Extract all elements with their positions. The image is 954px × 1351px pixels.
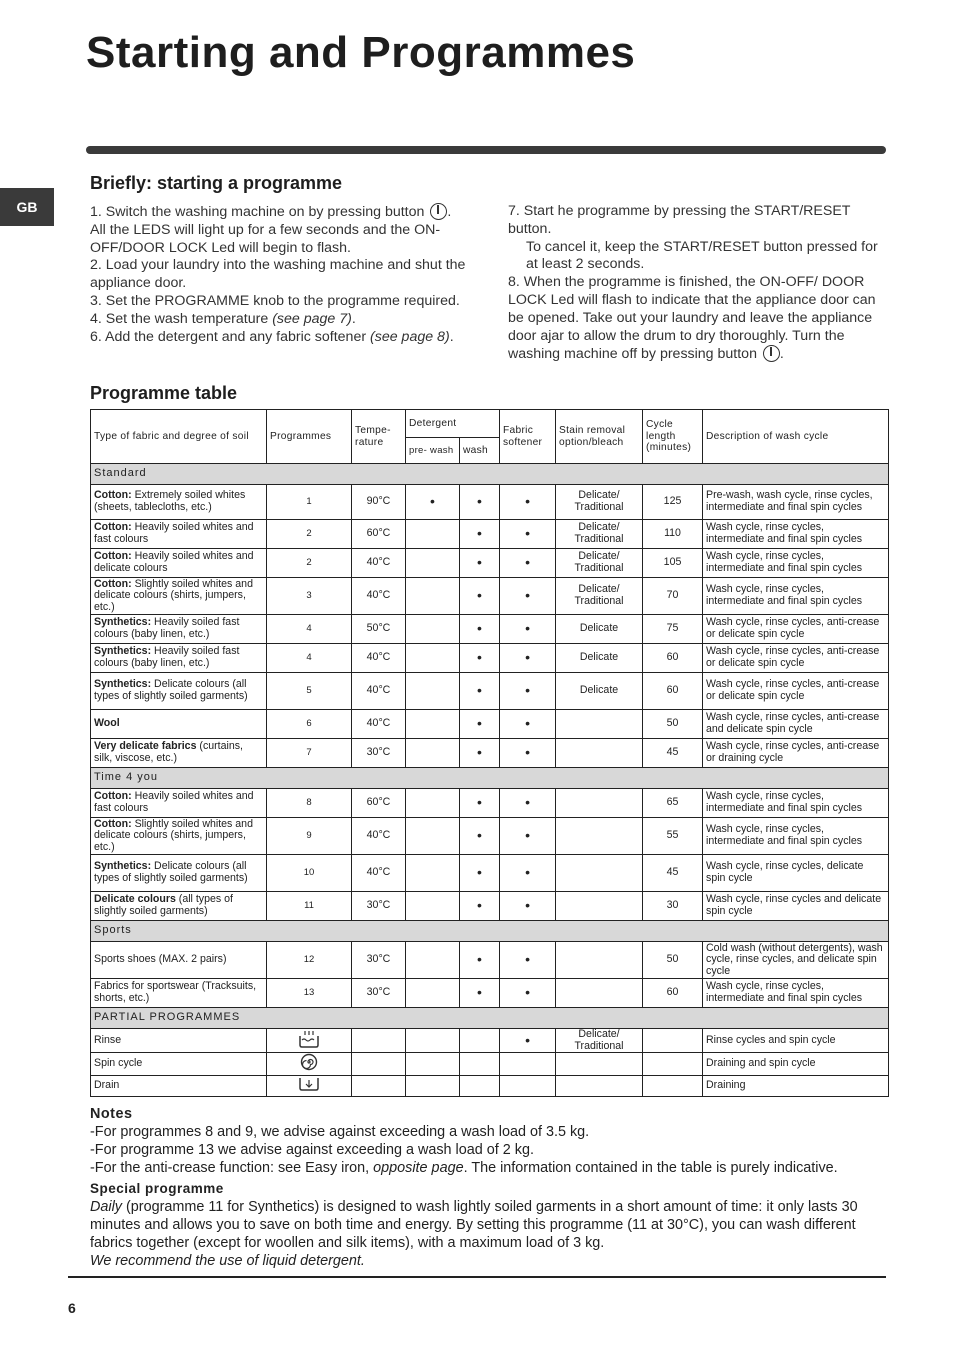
fabric-type-text: Heavily soiled whites and delicate colours <box>94 550 254 574</box>
wash-cell <box>460 1053 500 1076</box>
temperature-cell <box>352 1053 406 1076</box>
stain-removal-cell <box>556 942 643 979</box>
wash-cell: • <box>460 818 500 855</box>
fabric-type-text: (all types of slightly soiled garments) <box>94 893 233 917</box>
temperature-cell: 40°C <box>352 549 406 578</box>
programme-number-cell: 2 <box>267 549 352 578</box>
note-1: -For programmes 8 and 9, we advise against exceeding a wash load of 3.5 kg. <box>90 1124 590 1140</box>
fabric-type-text: Sports shoes (MAX. 2 pairs) <box>94 953 227 966</box>
prewash-cell <box>406 673 460 710</box>
cycle-length-cell <box>643 1053 703 1076</box>
fabric-type-cell <box>91 549 267 578</box>
fabric-type-text: Delicate colours (all types of slightly soiled garments) <box>94 678 248 702</box>
programme-number-cell: 6 <box>267 710 352 739</box>
step-3: 3. Set the PROGRAMME knob to the programme required. <box>90 292 460 309</box>
steps-left <box>90 203 504 346</box>
step-4 <box>90 311 504 329</box>
fabric-type-bold: Cotton: <box>94 489 132 502</box>
fabric-type-text: Slightly soiled whites and delicate colours (shirts, jumpers, etc.) <box>94 817 253 853</box>
programme-number-cell: 1 <box>267 485 352 520</box>
language-tab: GB <box>0 188 54 226</box>
prewash-cell <box>406 710 460 739</box>
programme-table <box>90 409 889 1097</box>
prewash-cell <box>406 644 460 673</box>
step-6-text: 6. Add the detergent and any fabric softener <box>90 328 371 345</box>
wash-cell: • <box>460 979 500 1008</box>
footer-rule <box>68 1276 886 1278</box>
step-1 <box>90 203 504 257</box>
temperature-cell: 30°C <box>352 979 406 1008</box>
section-sports: Sports <box>91 921 889 942</box>
page-title: Starting and Programmes <box>86 28 636 77</box>
description-cell: Wash cycle, rinse cycles, intermediate and final spin cycles <box>703 549 889 578</box>
fabric-softener-cell: • <box>500 520 556 549</box>
temperature-cell: 90°C <box>352 485 406 520</box>
cycle-length-cell: 50 <box>643 710 703 739</box>
title-rule <box>86 146 886 154</box>
fabric-type-bold: Very delicate fabrics <box>94 740 197 753</box>
temperature-cell: 50°C <box>352 615 406 644</box>
table-row <box>91 942 889 979</box>
fabric-type-text: Extremely soiled whites (sheets, tablecloths, etc.) <box>94 489 246 513</box>
fabric-softener-cell: • <box>500 549 556 578</box>
fabric-type-bold: Cotton: <box>94 817 132 830</box>
fabric-softener-cell: • <box>500 710 556 739</box>
temperature-cell: 40°C <box>352 855 406 892</box>
fabric-type-text: Delicate colours (all types of slightly soiled garments) <box>94 860 248 884</box>
temperature-cell: 60°C <box>352 520 406 549</box>
step-1-period: . <box>447 204 452 220</box>
description-cell: Wash cycle, rinse cycles, anti-crease or draining cycle <box>703 739 889 768</box>
fabric-type-cell <box>91 578 267 615</box>
fabric-softener-cell: • <box>500 739 556 768</box>
wash-cell: • <box>460 855 500 892</box>
table-row <box>91 710 889 739</box>
fabric-type-cell <box>91 520 267 549</box>
header-stain-removal: Stain removal option/bleach <box>556 410 643 464</box>
header-wash: wash <box>460 438 500 464</box>
description-cell: Cold wash (without detergents), wash cycle, rinse cycles, and delicate spin cycle <box>703 942 889 979</box>
header-prewash: pre- wash <box>406 438 460 464</box>
stain-removal-cell: Delicate <box>556 644 643 673</box>
prewash-cell <box>406 942 460 979</box>
cycle-length-cell <box>643 1075 703 1096</box>
fabric-type-text: Heavily soiled whites and fast colours <box>94 790 254 814</box>
table-row <box>91 520 889 549</box>
cycle-length-cell: 105 <box>643 549 703 578</box>
temperature-cell: 30°C <box>352 739 406 768</box>
wash-cell: • <box>460 485 500 520</box>
fabric-type-bold: Cotton: <box>94 550 132 563</box>
programme-number-cell: 5 <box>267 673 352 710</box>
wash-cell: • <box>460 520 500 549</box>
programme-number-cell: 12 <box>267 942 352 979</box>
fabric-type-bold: Synthetics: <box>94 860 152 873</box>
stain-removal-cell <box>556 979 643 1008</box>
fabric-type-bold: Synthetics: <box>94 616 152 629</box>
table-row <box>91 789 889 818</box>
fabric-softener-cell: • <box>500 673 556 710</box>
special-programme-text <box>90 1198 890 1252</box>
power-icon <box>763 345 780 362</box>
header-cycle-length: Cycle length (minutes) <box>643 410 703 464</box>
temperature-cell: 30°C <box>352 942 406 979</box>
note-3-tail: . The information contained in the table is purely indicative. <box>463 1160 838 1176</box>
fabric-type-cell: Drain <box>91 1075 267 1096</box>
fabric-type-text: (curtains, silk, viscose, etc.) <box>94 740 243 764</box>
step-4-ref: (see page 7) <box>272 310 352 327</box>
step-7-text: 7. Start he programme by pressing the START/RESET button. <box>508 203 851 237</box>
step-8-period: . <box>779 346 784 363</box>
cycle-length-cell: 50 <box>643 942 703 979</box>
fabric-type-text: Heavily soiled whites and fast colours <box>94 521 254 545</box>
fabric-type-cell <box>91 673 267 710</box>
wash-cell: • <box>460 578 500 615</box>
special-programme-recommendation <box>90 1252 890 1270</box>
programme-number-cell: 7 <box>267 739 352 768</box>
temperature-cell: 60°C <box>352 789 406 818</box>
cycle-length-cell: 45 <box>643 855 703 892</box>
spin-icon <box>267 1053 352 1076</box>
table-row <box>91 818 889 855</box>
stain-removal-cell <box>556 1075 643 1096</box>
wash-cell: • <box>460 549 500 578</box>
cycle-length-cell: 75 <box>643 615 703 644</box>
step-8 <box>508 274 884 364</box>
prewash-cell <box>406 789 460 818</box>
programme-number-cell: 10 <box>267 855 352 892</box>
programme-number-cell: 4 <box>267 644 352 673</box>
stain-removal-cell <box>556 892 643 921</box>
fabric-type-bold: Wool <box>94 717 120 730</box>
programme-number-cell: 8 <box>267 789 352 818</box>
wash-cell: • <box>460 710 500 739</box>
description-cell: Wash cycle, rinse cycles, intermediate and final spin cycles <box>703 979 889 1008</box>
wash-cell <box>460 1029 500 1053</box>
fabric-type-bold: Synthetics: <box>94 678 152 691</box>
stain-removal-cell: Delicate <box>556 673 643 710</box>
header-type: Type of fabric and degree of soil <box>91 410 267 464</box>
fabric-type-bold: Cotton: <box>94 790 132 803</box>
header-programmes: Programmes <box>267 410 352 464</box>
fabric-softener-cell <box>500 1075 556 1096</box>
programme-number-cell: 9 <box>267 818 352 855</box>
fabric-type-cell <box>91 855 267 892</box>
fabric-type-cell <box>91 979 267 1008</box>
temperature-cell <box>352 1075 406 1096</box>
prewash-cell <box>406 979 460 1008</box>
fabric-type-text: Fabrics for sportswear (Tracksuits, shorts, etc.) <box>94 980 257 1004</box>
table-header-row <box>91 410 889 438</box>
fabric-type-text: Slightly soiled whites and delicate colours (shirts, jumpers, etc.) <box>94 577 253 613</box>
header-temperature: Tempe- rature <box>352 410 406 464</box>
special-body: (programme 11 for Synthetics) is designed to wash lightly soiled garments in a short amount of time: it only lasts 30 minutes and allows you to save on both time and energy. By setting this programme (11 at 30°C), you can wash different fabrics together (except for woollen and silk items), with a maximum load of 3 kg. <box>90 1199 858 1251</box>
fabric-softener-cell: • <box>500 892 556 921</box>
stain-removal-cell <box>556 739 643 768</box>
section-partial-programmes: PARTIAL PROGRAMMES <box>91 1008 889 1029</box>
step-6-period: . <box>449 328 454 345</box>
table-row <box>91 615 889 644</box>
note-2: -For programme 13 we advise against exceeding a wash load of 2 kg. <box>90 1142 534 1158</box>
step-1-detail: All the LEDS will light up for a few seconds and the ON-OFF/DOOR LOCK Led will begin to flash. <box>90 221 441 256</box>
stain-removal-cell <box>556 855 643 892</box>
stain-removal-cell: Delicate/ Traditional <box>556 520 643 549</box>
description-cell: Rinse cycles and spin cycle <box>703 1029 889 1053</box>
prewash-cell <box>406 615 460 644</box>
wash-cell: • <box>460 644 500 673</box>
step-4-period: . <box>351 310 356 327</box>
step-6-ref: (see page 8) <box>370 328 450 345</box>
temperature-cell: 40°C <box>352 644 406 673</box>
prewash-cell <box>406 1075 460 1096</box>
section-time-4-you: Time 4 you <box>91 768 889 789</box>
fabric-type-bold: Cotton: <box>94 521 132 534</box>
section-row <box>91 1008 889 1029</box>
stain-removal-cell <box>556 789 643 818</box>
programme-number-cell: 4 <box>267 615 352 644</box>
fabric-softener-cell: • <box>500 485 556 520</box>
special-daily: Daily <box>90 1199 122 1215</box>
section-row <box>91 921 889 942</box>
wash-cell <box>460 1075 500 1096</box>
stain-removal-cell: Delicate/ Traditional <box>556 485 643 520</box>
prewash-cell <box>406 739 460 768</box>
fabric-type-bold: Synthetics: <box>94 645 152 658</box>
temperature-cell: 40°C <box>352 578 406 615</box>
cycle-length-cell: 60 <box>643 979 703 1008</box>
fabric-softener-cell: • <box>500 615 556 644</box>
fabric-type-bold: Delicate colours <box>94 893 176 906</box>
cycle-length-cell: 45 <box>643 739 703 768</box>
temperature-cell: 40°C <box>352 818 406 855</box>
wash-cell: • <box>460 789 500 818</box>
cycle-length-cell: 55 <box>643 818 703 855</box>
note-3 <box>90 1159 890 1177</box>
table-row <box>91 739 889 768</box>
page-number: 6 <box>68 1300 76 1316</box>
fabric-softener-cell <box>500 1053 556 1076</box>
wash-cell: • <box>460 942 500 979</box>
fabric-type-cell: Spin cycle <box>91 1053 267 1076</box>
stain-removal-cell <box>556 818 643 855</box>
special-recommendation-text: We recommend the use of liquid detergent. <box>90 1253 365 1269</box>
description-cell: Wash cycle, rinse cycles and delicate spin cycle <box>703 892 889 921</box>
fabric-type-cell: Rinse <box>91 1029 267 1053</box>
cycle-length-cell: 65 <box>643 789 703 818</box>
power-icon <box>430 203 447 220</box>
fabric-type-cell <box>91 818 267 855</box>
stain-removal-cell: Delicate/ Traditional <box>556 549 643 578</box>
cycle-length-cell: 60 <box>643 644 703 673</box>
prewash-cell <box>406 578 460 615</box>
stain-removal-cell <box>556 710 643 739</box>
fabric-type-cell <box>91 615 267 644</box>
table-row <box>91 892 889 921</box>
drain-icon <box>267 1075 352 1096</box>
cycle-length-cell: 70 <box>643 578 703 615</box>
description-cell: Draining <box>703 1075 889 1096</box>
rinse-icon <box>267 1029 352 1053</box>
description-cell: Wash cycle, rinse cycles, anti-crease or delicate spin cycle <box>703 673 889 710</box>
table-row <box>91 644 889 673</box>
step-1-text: 1. Switch the washing machine on by pressing button <box>90 204 425 220</box>
table-row <box>91 979 889 1008</box>
description-cell: Pre-wash, wash cycle, rinse cycles, intermediate and final spin cycles <box>703 485 889 520</box>
prewash-cell <box>406 818 460 855</box>
note-3-text: -For the anti-crease function: see Easy iron, <box>90 1160 374 1176</box>
wash-cell: • <box>460 615 500 644</box>
fabric-softener-cell: • <box>500 818 556 855</box>
wash-cell: • <box>460 892 500 921</box>
special-programme-heading: Special programme <box>90 1181 224 1196</box>
stain-removal-cell <box>556 1053 643 1076</box>
header-description: Description of wash cycle <box>703 410 889 464</box>
fabric-type-cell <box>91 644 267 673</box>
prewash-cell <box>406 520 460 549</box>
description-cell: Wash cycle, rinse cycles, intermediate and final spin cycles <box>703 578 889 615</box>
stain-removal-cell: Delicate/ Traditional <box>556 578 643 615</box>
temperature-cell: 30°C <box>352 892 406 921</box>
table-row <box>91 1075 889 1096</box>
section-row <box>91 768 889 789</box>
programme-number-cell: 2 <box>267 520 352 549</box>
cycle-length-cell: 60 <box>643 673 703 710</box>
temperature-cell: 40°C <box>352 710 406 739</box>
cycle-length-cell: 110 <box>643 520 703 549</box>
description-cell: Wash cycle, rinse cycles, anti-crease or delicate spin cycle <box>703 644 889 673</box>
temperature-cell <box>352 1029 406 1053</box>
table-row <box>91 855 889 892</box>
step-8-text: 8. When the programme is finished, the ON-OFF/ DOOR LOCK Led will flash to indicate that the appliance door can be opened. Take out your laundry and leave the appliance door ajar to allow the drum to dry thoroughly. Turn the washing machine off by pressing button <box>508 274 876 363</box>
table-row <box>91 485 889 520</box>
special-programme-block <box>90 1180 890 1270</box>
table-row <box>91 578 889 615</box>
description-cell: Wash cycle, rinse cycles, anti-crease or delicate spin cycle <box>703 615 889 644</box>
wash-cell: • <box>460 739 500 768</box>
programme-number-cell: 11 <box>267 892 352 921</box>
description-cell: Wash cycle, rinse cycles, intermediate and final spin cycles <box>703 789 889 818</box>
fabric-type-text: Heavily soiled fast colours (baby linen, etc.) <box>94 616 240 640</box>
briefly-heading: Briefly: starting a programme <box>90 173 343 193</box>
fabric-softener-cell: • <box>500 979 556 1008</box>
fabric-softener-cell: • <box>500 942 556 979</box>
stain-removal-cell: Delicate <box>556 615 643 644</box>
fabric-type-cell <box>91 485 267 520</box>
fabric-type-cell <box>91 942 267 979</box>
step-4-text: 4. Set the wash temperature <box>90 310 273 327</box>
fabric-softener-cell: • <box>500 644 556 673</box>
fabric-type-cell <box>91 710 267 739</box>
step-7 <box>508 203 884 239</box>
table-row <box>91 1053 889 1076</box>
note-3-ref: opposite page <box>373 1160 464 1176</box>
programme-number-cell: 13 <box>267 979 352 1008</box>
cycle-length-cell: 125 <box>643 485 703 520</box>
description-cell: Draining and spin cycle <box>703 1053 889 1076</box>
fabric-type-text: Heavily soiled fast colours (baby linen, etc.) <box>94 645 240 669</box>
prewash-cell <box>406 549 460 578</box>
description-cell: Wash cycle, rinse cycles, intermediate and final spin cycles <box>703 520 889 549</box>
temperature-cell: 40°C <box>352 673 406 710</box>
fabric-softener-cell: • <box>500 855 556 892</box>
step-7-cancel: To cancel it, keep the START/RESET button pressed for at least 2 seconds. <box>526 238 878 273</box>
fabric-type-cell <box>91 789 267 818</box>
section-standard: Standard <box>91 464 889 485</box>
section-row <box>91 464 889 485</box>
prewash-cell: • <box>406 485 460 520</box>
description-cell: Wash cycle, rinse cycles, anti-crease and delicate spin cycle <box>703 710 889 739</box>
header-detergent: Detergent <box>406 410 500 438</box>
programme-table-heading: Programme table <box>90 383 238 403</box>
notes-heading: Notes <box>90 1106 133 1122</box>
fabric-softener-cell: • <box>500 789 556 818</box>
header-fabric-softener: Fabric softener <box>500 410 556 464</box>
step-2: 2. Load your laundry into the washing machine and shut the appliance door. <box>90 257 466 292</box>
fabric-type-cell <box>91 892 267 921</box>
wash-cell: • <box>460 673 500 710</box>
prewash-cell <box>406 1029 460 1053</box>
fabric-softener-cell: • <box>500 578 556 615</box>
notes-block <box>90 1105 890 1177</box>
fabric-softener-cell: • <box>500 1029 556 1053</box>
fabric-type-bold: Cotton: <box>94 577 132 590</box>
description-cell: Wash cycle, rinse cycles, intermediate and final spin cycles <box>703 818 889 855</box>
stain-removal-cell: Delicate/ Traditional <box>556 1029 643 1053</box>
prewash-cell <box>406 855 460 892</box>
table-row <box>91 549 889 578</box>
programme-number-cell: 3 <box>267 578 352 615</box>
prewash-cell <box>406 892 460 921</box>
cycle-length-cell <box>643 1029 703 1053</box>
prewash-cell <box>406 1053 460 1076</box>
table-row <box>91 673 889 710</box>
steps-right <box>508 203 884 364</box>
step-6 <box>90 329 504 347</box>
fabric-type-cell <box>91 739 267 768</box>
description-cell: Wash cycle, rinse cycles, delicate spin cycle <box>703 855 889 892</box>
table-row <box>91 1029 889 1053</box>
cycle-length-cell: 30 <box>643 892 703 921</box>
